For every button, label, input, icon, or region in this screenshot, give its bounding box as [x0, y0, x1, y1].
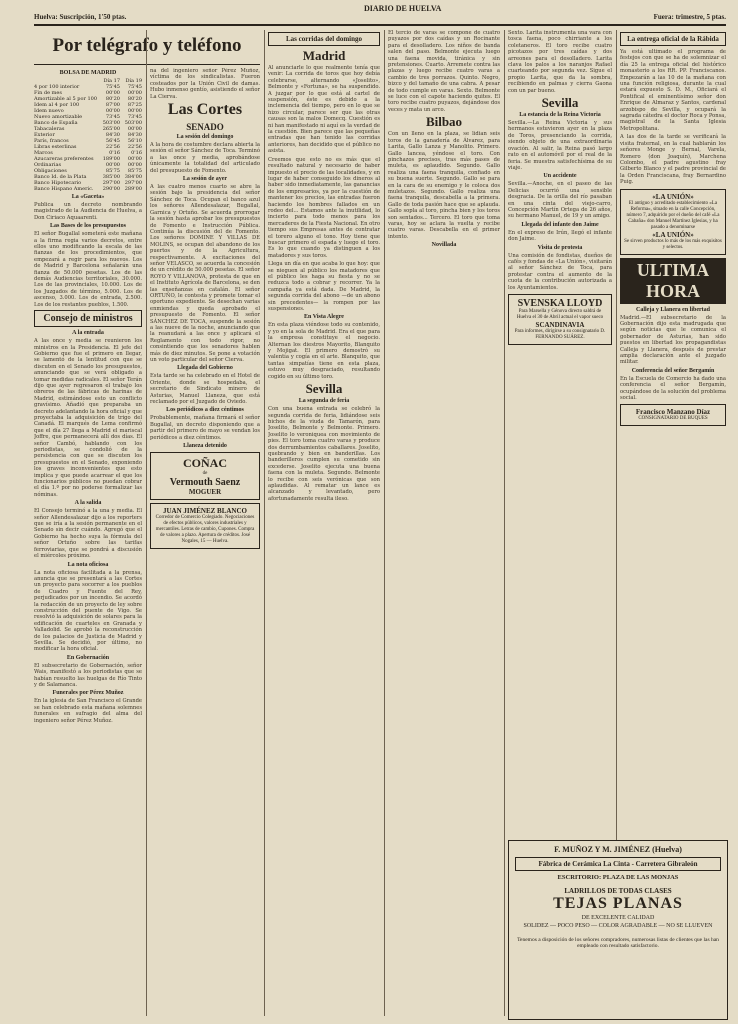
- table-cell: 56'10: [127, 138, 142, 144]
- gaceta-text: Publica un decreto nombrando magistrado de la Audiencia de Huelva, a Don Ciriaco Aquaarenti.: [34, 202, 142, 221]
- col5-text-1: Sexto. Larita instrumenta una vara con tosca faena, poco chirriante a los coletaneros. El toro recibe cuatro picotazos por tres caídas y dos arreones para el desolladero. Larita clava los palos a los naranjos Rafael cuarteando por segunda vez. Sigue el propio Larita, que da la sombra, recibiendo en palmas y cierra Gaona con un par bueno.: [508, 30, 612, 94]
- column-2: [150, 68, 260, 1016]
- table-cell: 0'16: [109, 150, 120, 156]
- column-rule: [384, 30, 385, 1016]
- nota-text: La nota oficiosa facilitada a la prensa, anuncia que se presentará a las Cortes un proyecto para socorrer a los pueblos de Cuadro y Fuente del Rey, perjudicados por un incendio. Se acordó la redacción de un proyecto de ley sobre construcción del puente de Vigo. Se resolvió la adquisición de solares para la edificación de cuarteles en Granada y Valladolid. Se aprobó la reconstrucción de los palacios de Justicia de Madrid y Sevilla. Se decidió, por último, no modificar la hora oficial.: [34, 569, 142, 653]
- tejas-planas-ad: [508, 840, 728, 1020]
- bergamin-text: En la Escuela de Comercio ha dado una conferencia el señor Bergamín, ocupándose de la solución del problema social.: [620, 375, 726, 401]
- conac-ad-town: MOGUER: [188, 488, 222, 497]
- bolsa-title: BOLSA DE MADRID: [59, 70, 117, 76]
- accidente-heading: Un accidente: [543, 173, 577, 180]
- tejas-line1: LADRILLOS DE TODAS CLASES: [564, 887, 672, 895]
- conac-ad-brand: Vermouth Saenz: [169, 477, 241, 489]
- union-name: «LA UNIÓN»: [652, 230, 694, 239]
- gobierno-text: Esta tarde se ha celebrado en el Hotel de Oriente, donde se hospedaba, el secretario de Sindicato minero de Asturias, Manuel Llaneza, que está reclamado por el Juzgado de Oviedo.: [150, 373, 260, 406]
- table-cell: 87'25: [127, 102, 142, 108]
- corredor-ad-title: JUAN JIMÉNEZ BLANCO: [162, 507, 247, 516]
- bilbao-heading: Bilbao: [425, 114, 463, 130]
- column-4: [388, 30, 500, 1016]
- funerales-text: En la iglesia de San Francisco el Grande se han celebrado esta mañana solemnes funerales en sufragio del alma del ingeniero señor Pérez Muñoz.: [34, 698, 142, 724]
- column-rule: [504, 30, 505, 1016]
- table-cell: 289'00: [124, 186, 142, 192]
- table-cell: 189'00: [102, 156, 120, 162]
- llegada-text: En el expreso de Irún, llegó el infante don Jaime.: [508, 229, 612, 243]
- table-cell: Idem nuevo: [34, 108, 64, 114]
- subscription-outside: Fuera: trimestre, 5 ptas.: [653, 13, 726, 21]
- estancia-text: Sevilla.—La Reina Victoria y sus hermanos estuvieron ayer en la plaza de Toros, presenciando la corrida, siendo objeto de una extraordinaria ovación. Al salir, la Reina pasó largo rato en el automóvil por el real de la feria. Se muestra satisfechísima de su viaje.: [508, 120, 612, 171]
- table-cell: 00'00: [105, 108, 120, 114]
- corridas-text-3: Llega un día en que acaba lo que hoy: que se nieguen al público los matadores que el público les haga su fiesta y no se reduzca todo a cobrar y recorrer. Ya la campaña ya está dada. De Madrid, la segunda corrida del abono —de un abono sin precedentes— la rompen por las suspensiones.: [268, 261, 380, 313]
- table-cell: 00'00: [127, 90, 142, 96]
- table-cell: 00'00: [127, 108, 142, 114]
- tejas-features: SOLIDEZ — POCO PESO — COLOR AGRADABLE — NO SE LLUEVEN: [523, 923, 713, 929]
- bilbao-text: Con un lleno en la plaza, se lidian seis toros de la ganadería de Álvarez, para Larita, Gallo Lanza y Manolito. Primero. Gallo lancea, yéndose el toro. Con pinchazos precisos, tras más pases de muleta, es aplaudido. Segundo. Gallo realiza una faena tranquila, confiado en su buena suerte. Segundo. Gallo se para en la cara de su enemigo y le coloca dos muletazos. Segundo. Gallo realiza una faena tranquila, descabella a la primera. Gallo de toda pasión hace que se aplauda. Gallo sopla al toro, pincha bien y los toros son sentados... Tercero. El toro que toma varas, hoy se aclara la vuelta y recibe cuatro varas. Descabella en el primer intento.: [388, 131, 500, 240]
- union-ad: [620, 189, 726, 255]
- svenska-title: SVENSKA LLOYD: [517, 298, 603, 309]
- protesta-text: Una comisión de fondistas, dueños de cafés y fondas de «La Unión», visitarán al señor Sánchez de Toca, para protestar contra el aumento de la cuota de la contribución autorizada a los Ayuntamientos.: [508, 252, 612, 291]
- consejo-title: Consejo de ministros: [34, 310, 142, 327]
- column-1: [34, 68, 142, 1016]
- table-cell: Banco Hipotecario: [34, 180, 82, 186]
- sesion-text: A la hora de costumbre declara abierta la sesión el señor Sánchez de Toca. Terminó a las once y media, aprobándose únicamente la totalidad del articulado del presupuesto de Fomento.: [150, 142, 260, 174]
- conac-ad-title: COÑAC: [183, 456, 227, 471]
- table-cell: 297'00: [124, 180, 142, 186]
- table-cell: 56'45: [105, 138, 120, 144]
- table-cell: 297'00: [102, 180, 120, 186]
- column-rule: [264, 30, 265, 1016]
- gobierno-heading: Llegada del Gobierno: [177, 365, 233, 372]
- madrid-heading: Madrid: [302, 48, 346, 63]
- gaceta-heading: La «Gaceta»: [71, 194, 105, 200]
- table-cell: 290'00: [102, 186, 120, 192]
- gobernacion-text: El subsecretario de Gobernación, señor Wais, manifestó a los periodistas que se habían resuelto las huelgas de Río Tinto y de Salamanca.: [34, 662, 142, 688]
- vista-alegre-heading: En Vista Alegre: [304, 314, 344, 321]
- column-5: [508, 30, 612, 836]
- bases-text: El señor Bugallal someterá este mañana a la firma regia varios decretos, entre ellos uno modificando la escala de las fianzas de los procedimientos, que empezará a regir para los nuevos. Los de Madrid y Barcelona señalarán una fianza de 50.000 pesetas. Los de las demás Audiencias territoriales, 30.000. Los de las provinciales, 10.000. Los de los Juzgados de término, 5.000. Los de ascenso, 3.000. Los de entrada, 2.500. Los de los restantes pueblos, 1.500.: [34, 231, 142, 308]
- table-cell: 00'00: [105, 90, 120, 96]
- table-cell: Marcos: [34, 150, 53, 156]
- table-cell: París, francos: [34, 138, 69, 144]
- table-cell: 4 por 100 interior: [34, 84, 80, 90]
- funerales-heading: Funerales por Pérez Muñoz: [52, 690, 124, 697]
- column-rule: [146, 30, 147, 1016]
- manzano-ad: [620, 404, 726, 426]
- ultima-hora-title: ULTIMA HORA: [620, 258, 726, 304]
- table-header-cell: Día 17: [103, 78, 120, 84]
- corridas-text-1: Al anunciarle lo que realmente tenía que venir: La corrida de toros que hoy debía celebrarse, alternando «Joselito», Belmonte y «Fortuna», se ha suspendido. A juzgar por lo que está al cartel de suspensión, éste es debido a la inclemencia del tiempo, pero en lo que se hizo circular, parece ser que las otras causas son la malos Domecq. Cuestión es ni han manifestado ni aquí es la verdad de la cuestión. Bien parece que las pequeñas entradas que han tenido las corridas anteriores, han decidido que el público no asista.: [268, 65, 380, 155]
- protesta-heading: Visita de protesta: [537, 244, 583, 251]
- union-text: El antiguo y acreditado establecimiento «La Reforma», situado en la calle Concepción, número 7, adquirido por el dueño del café «La Cabaña» don Manuel Martínez Iglesias, y ha pasado a denominarse: [626, 200, 720, 230]
- novillada-heading: Novillada: [431, 242, 457, 249]
- table-cell: Banco Id. de la Plata: [34, 174, 87, 180]
- salida-heading: A la salida: [74, 500, 102, 507]
- periodicos-heading: Los periódicos a diez céntimos: [166, 407, 244, 414]
- estancia-heading: La estancia de la Reina Victoria: [519, 112, 601, 119]
- tejas-quality: DE EXCELENTE CALIDAD: [581, 915, 655, 921]
- table-row: [34, 186, 142, 192]
- table-cell: Idem al 4 por 100: [34, 102, 80, 108]
- table-cell: 80'20: [105, 96, 120, 102]
- telegraph-band: [34, 30, 260, 65]
- table-cell: 00'00: [127, 156, 142, 162]
- table-cell: 384'00: [124, 174, 142, 180]
- sevilla-heading-2: Sevilla: [541, 95, 579, 111]
- entrada-text: A las once y media se reunieron los ministros en la Presidencia. El jefe del Gobierno que fue el primero en llegar, se lamentó de la lentitud con que se discuten en el Senado los presupuestos, anunciando que se verá obligado a tomar medidas radicales. El señor Terán dijo que ayer regresaron el trabajo los obreros de las fábricas de harinas de Madrid, estimándose esto un conflicto gravísimo. Añadió que preparaba un decreto adelantando la hora oficial y que proyectaba la adquisición de trigo del Canadá. El marqués de Lema confirmó que el día 27 llega a Madrid el mariscal Joffre, que permanecerá allí dos días. El señor Cambó, hablando con los periodistas, se condolió de la persistencia con que se discuten los presupuestos en el Senado, exponiendo los graves inconvenientes que esto implica y que puede acarrear el que los funcionarios públicos no puedan cobrar el día 1.º por no poderse formalizar las nóminas.: [34, 338, 142, 498]
- table-cell: Libras esterlinas: [34, 144, 77, 150]
- newspaper-page: [34, 0, 726, 1024]
- senado-heading: SENADO: [186, 122, 224, 133]
- corridas-text-2: Creemos que esto no es más que el resultado natural y necesario de haber impuesto el precio de las localidades, y en lugar de haber conseguido los dineros al haber sido inmediatamente, las ganancias de los empresarios, ya por la cuestión de mantener los precios, las entradas fueron haciendo los hombres fallados en un rodeo del... Estamos ante la inutilidad, lo incierto para todo menos para los mercaderes de la Fiesta Nacional. En otro tiempo sus Empresas antes de contratar el torero alguno el tono. Hoy tiene que buscar primero el espada y luego el toro. Es lo que cuando ya distinguen a los matadores y sus toros.: [268, 156, 380, 259]
- union-sub: Se sirven productos lo más de los más exquisitos y selectos.: [624, 238, 722, 250]
- table-cell: 73'45: [105, 114, 120, 120]
- tejas-company: F. MUÑOZ Y M. JIMÉNEZ (Huelva): [554, 845, 682, 854]
- tejas-footer: Tenemos a disposición de los señores compradores, numerosas listas de clientes que las han empleado con resultado satisfactorio.: [517, 937, 719, 949]
- table-cell: 84'30: [105, 132, 120, 138]
- table-cell: Banco de España: [34, 120, 78, 126]
- calleja-text: Madrid.—El subsecretario de la Gobernación dijo esta madrugada que según noticias que le comunica el gobernador de Asturias, han sido puestos en libertad los propagandistas Calleja y Llanera, después de prestar amplia declaración ante el juzgado militar.: [620, 314, 726, 366]
- svenska-text: Para Marsella y Génova directo saldrá de Huelva el 30 de Abril actual el vapor sueco: [516, 309, 604, 320]
- entrada-heading: A la entrada: [72, 330, 104, 337]
- conac-ad: [150, 452, 260, 500]
- table-cell: 22'56: [127, 144, 142, 150]
- table-cell: 385'00: [102, 174, 120, 180]
- table-cell: Tabacaleras: [34, 126, 65, 132]
- llaneza-heading: Llaneza detenido: [183, 443, 227, 450]
- corredor-ad: [150, 503, 260, 549]
- sesion-heading: La sesión del domingo: [176, 134, 234, 141]
- table-cell: Exterior: [34, 132, 55, 138]
- table-cell: Obligaciones: [34, 168, 67, 174]
- bases-heading: Las Bases de los presupuestos: [50, 223, 126, 230]
- table-cell: 85'75: [105, 168, 120, 174]
- header-rule: [34, 24, 726, 26]
- table-cell: 73'45: [127, 114, 142, 120]
- tejas-office: ESCRITORIO: PLAZA DE LAS MONJAS: [557, 874, 679, 881]
- table-cell: 85'75: [127, 168, 142, 174]
- ayer-text: A las cuatro menos cuarto se abre la sesión bajo la presidencia del señor Sánchez de Toca. Ocupan el banco azul los señores Allendesalazar, Bugallal, Garnica y Ortuño. Se acuerda prorrogar la sesión hasta aprobar los presupuestos de Fomento e Instrucción Pública. Continúa la discusión del de Fomento. Los señores DOMINE Y VILLAS DE MOLINS, se ocupan del abandono de los puertos y de la Agricultura, respectivamente. A excitaciones del señor VELASCO, se acuerda la concesión de un crédito de 50.000 pesetas. El señor ROYO Y VILLANOVA, protesta de que en el Instituto Agrícola de Barcelona, se den las enseñanzas en catalán. El señor ORTUÑO, le contesta y promete tomar el oportuno expediente. Se desechan varias enmiendas y queda aprobado el presupuesto de Fomento. El señor SÁNCHEZ DE TOCA, suspende la sesión a las nueve de la noche, anunciando que la reanudará a las once y aplicará el Reglamento con todo rigor, no consintiendo que los senadores hablen más de diez minutos. Se pone a votación un voto particular del señor Cierva.: [150, 184, 260, 364]
- corridas-title: Las corridas del domingo: [268, 32, 380, 46]
- rabida-text-1: Ya está ultimado el programa de festejos con que se ha de solemnizar el día 25 la entrega oficial del histórico monasterio a los RR. PP. Franciscanos. Empezarán a las 10 de la mañana con una función religiosa, durante la cual estará expuesto S. D. M., Oficiará el Pontifical el eminentísimo señor don Enrique de Almaraz y Santos, cardenal arzobispo de Sevilla, y ocupará la sagrada cátedra el doctor Roca y Ponsa, magistral de la Santa Iglesia Metropolitana.: [620, 49, 726, 132]
- accidente-text: Sevilla.—Anoche, en el paseo de las Delicias ocurrió una sensible desgracia. De la orilla del río pasaban en una cinta del viejo-carro, Concepción Martín Ortega de 26 años, su hermano Manuel, de 19 y un amigo.: [508, 181, 612, 220]
- table-cell: 00'00: [105, 162, 120, 168]
- manzano-name: Francisco Manzano Díaz: [635, 408, 711, 417]
- column-3: [268, 30, 380, 1016]
- table-cell: 00'00: [127, 162, 142, 168]
- bolsa-table-body: [34, 84, 142, 192]
- table-cell: 75'45: [105, 84, 120, 90]
- nota-heading: La nota oficiosa: [67, 561, 109, 568]
- llegada-heading: Llegada del infante don Jaime: [521, 221, 599, 228]
- sevilla-corrida-text: Con una buena entrada se celebró la segunda corrida de feria, lidiándose seis bichos de la viuda de Tamarón, para Joselito, Belmonte y Belmonte. Primero. Joselito lo veroniquea con movimiento de pies. El toro toma cuatro varas y produce dos derrumbamientos caballares. Joselito, quebrando y bien en banderillas. Los banderilleros cumplen su cometido sin excederse. Joselito ejecuta una buena faena con la muleta. Segundo. Belmonte lo recibe con seis verónicas que son aplaudidas. Al rematar un lance es alcanzado y levantado, pero afortunadamente resulta ileso.: [268, 406, 380, 502]
- table-cell: Amortizable al 5 por 100: [34, 96, 97, 102]
- bolsa-table: [34, 78, 142, 192]
- gobernacion-heading: En Gobernación: [66, 654, 110, 661]
- ayer-heading: La sesión de ayer: [182, 176, 228, 183]
- svenska-ship: SCANDINAVIA: [535, 321, 585, 329]
- calleja-heading: Calleja y Llanera en libertad: [636, 306, 710, 313]
- table-cell: 00'00: [127, 126, 142, 132]
- table-cell: 503'00: [102, 120, 120, 126]
- corredor-ad-text: Corredor de Comercio Colegiado. Negociaciones de efectos públicos, valores industriales y mercantiles. Letras de cambio, Cupones. Compra de valores a plazo. Apertura de créditos. José Nogales, 15 — Huelva.: [155, 515, 255, 545]
- table-cell: Banco Hispano Americ.: [34, 186, 94, 192]
- segunda-feria-heading: La segunda de feria: [298, 398, 350, 405]
- rabida-text-2: A las dos de la tarde se verificará la visita fraternal, en la cual hablarán los señores Monge y Bernal, Varela, Romero (don Joaquín), Marchena Colombo, el padre agustino fray Gilberto Blanco y el padre provincial de la Orden Franciscana, fray Bernardino Puig.: [620, 134, 726, 186]
- table-cell: Ordinarias: [34, 162, 62, 168]
- masthead: DIARIO DE HUELVA: [364, 4, 442, 13]
- salida-text: El Consejo terminó a la una y media. El señor Allendesalazar dijo a los reporters que se iría a la sesión permanente en el Senado sin decir cuándo. Agregó que el Gobierno ha hecho suya la fórmula del señor Ortuño sobre las tarifas ferroviarias, que se pondrá a discusión el miércoles próximo.: [34, 508, 142, 560]
- table-header-cell: Día 19: [125, 78, 142, 84]
- table-cell: 75'45: [127, 84, 142, 90]
- cortes-title: Las Cortes: [167, 101, 243, 119]
- table-cell: 80'20: [127, 96, 142, 102]
- bergamin-heading: Conferencia del señor Bergamín: [631, 367, 715, 374]
- telegraph-title: Por telégrafo y teléfono: [52, 35, 242, 56]
- table-cell: 0'16: [131, 150, 142, 156]
- vista-alegre-text: En esta plaza viéndose todo su contenido, y yo en la sola de Madrid. Era el que para la empresa constituye el negocio. Alternan los diestros Mayorito, Blanquito y Mojigat. El primero demostró su valentía y cogía en el arte. Blanquito, que tantas simpatías tiene en esta plaza, estuvo muy desgraciado, resultando cogido en su último toro.: [268, 322, 380, 380]
- svenska-ad: [508, 294, 612, 345]
- union-heading: «LA UNIÓN»: [652, 192, 694, 201]
- rabida-title: La entrega oficial de la Rábida: [620, 32, 726, 46]
- manzano-role: CONSIGNATARIO DE BUQUES: [638, 416, 708, 422]
- running-header: [34, 4, 726, 28]
- tejas-factory: Fábrica de Cerámica La Cinta - Carretera Gibraleón: [515, 857, 721, 871]
- table-cell: 22'56: [105, 144, 120, 150]
- svenska-contact: Para informes, dirigirse a su consignatario D. FERNANDO SUÁREZ.: [514, 329, 606, 340]
- col4-text-1: El tercio de varas se compone de cuatro puyazos por dos caídas y un Rocinante para el desolladero. Los niños de banda salen del paso. Belmonte ejecuta luego una faena movida, tiránica y sin pretensiones. Cuarto. Arremete contra las plazas y luego recibe cuatro varas a cambio de tres porrazos. Quinto. Negro, bizco y del tamaño de una cabra. A pesar de todo cumple en varas. Sexto. Belmonte se luce con el capote haciendo quites. El toro recibe cuatro puyazos, dejándose dos veces y mata un arco.: [388, 30, 500, 113]
- table-cell: 84'30: [127, 132, 142, 138]
- column-6: [620, 30, 726, 836]
- table-cell: 503'00: [124, 120, 142, 126]
- table-cell: Nuevo amortizable: [34, 114, 83, 120]
- conac-ad-sub: de: [202, 471, 208, 477]
- table-cell: Azucareras preferentes: [34, 156, 94, 162]
- table-cell: 265'00: [102, 126, 120, 132]
- table-cell: 87'00: [105, 102, 120, 108]
- periodicos-text: Probablemente, mañana firmará el señor Bugallal, un decreto disponiendo que a partir del primero de mayo se vendan los periódicos a diez céntimos.: [150, 415, 260, 441]
- tejas-product: TEJAS PLANAS: [553, 895, 683, 912]
- subscription-local: Huelva: Suscripción, 1'50 ptas.: [34, 13, 127, 21]
- intro-text: na del ingeniero señor Pérez Muñoz, víctima de los sindicalistas. Fueron costeados por la Unión Civil de damas. Hubo inmenso gentío, asistiendo el señor La Cierva.: [150, 68, 260, 100]
- table-cell: Fin de mes: [34, 90, 62, 96]
- sevilla-heading: Sevilla: [305, 381, 343, 397]
